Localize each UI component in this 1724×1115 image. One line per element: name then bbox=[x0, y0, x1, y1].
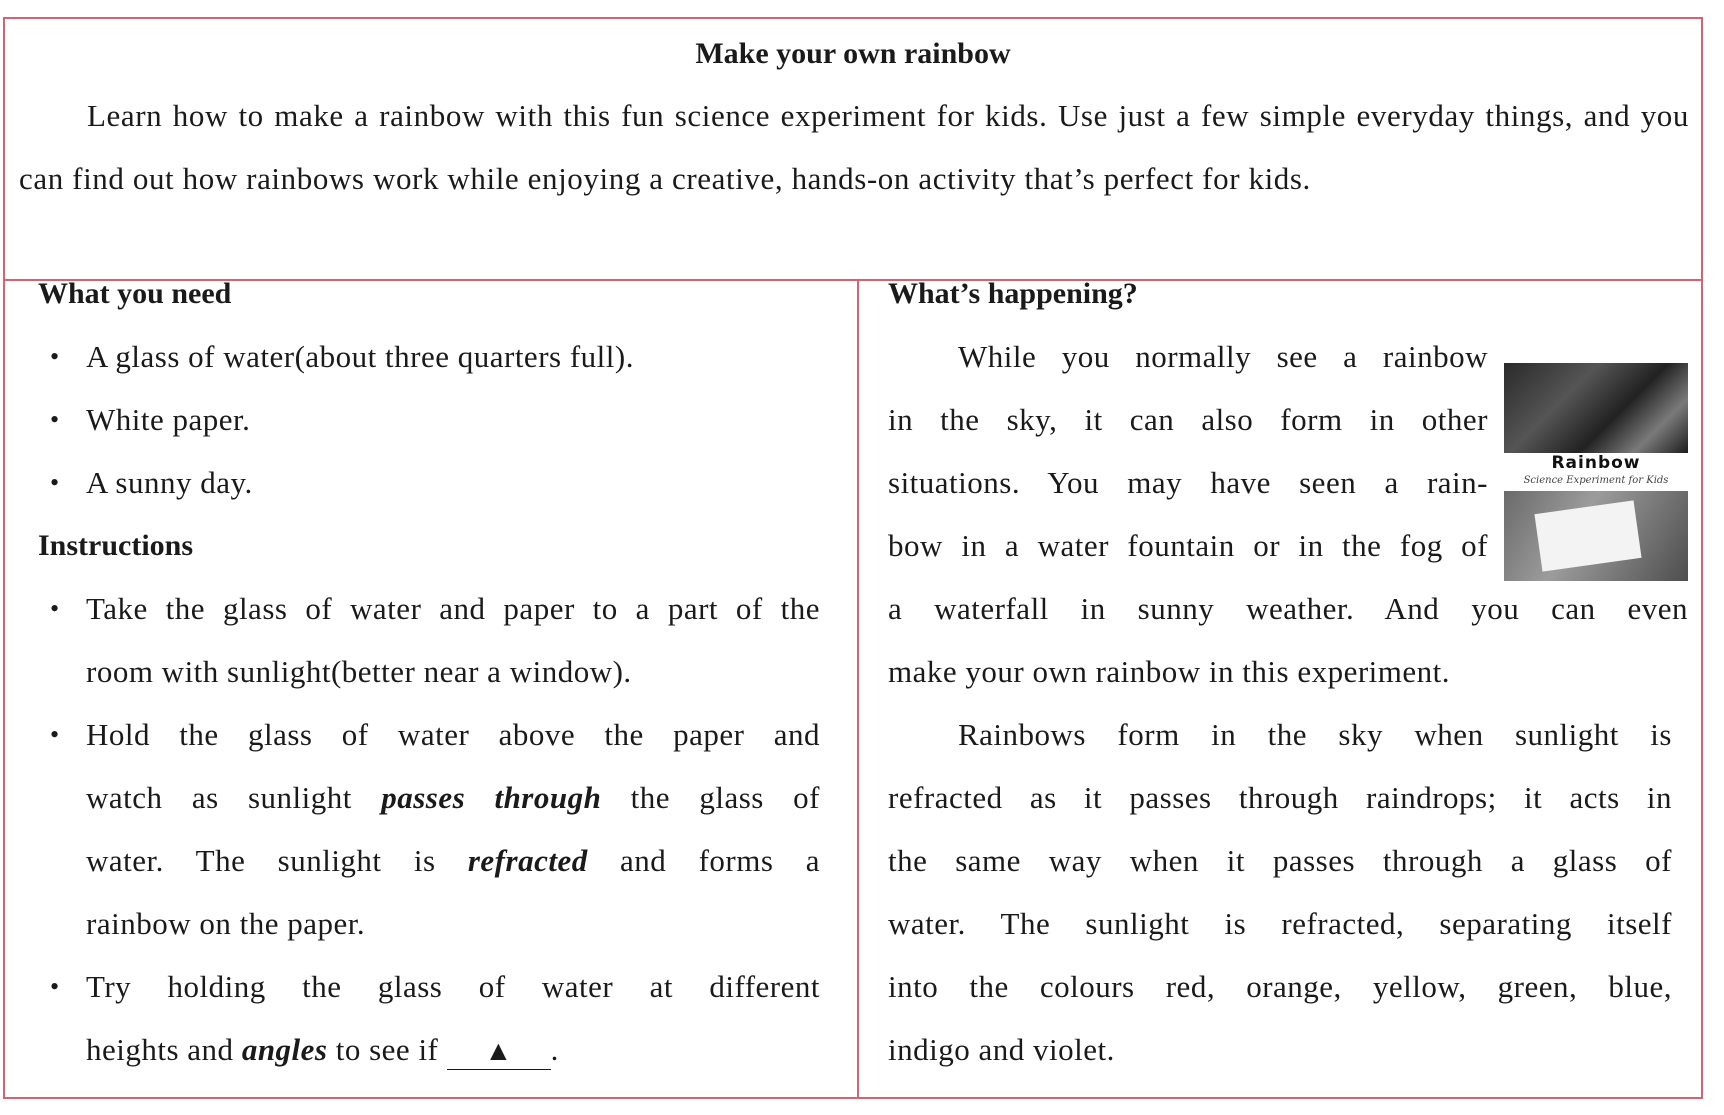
bullet-icon: • bbox=[50, 468, 60, 497]
bullet-icon: • bbox=[50, 405, 60, 434]
intro-paragraph: Learn how to make a rainbow with this fun science experiment for kids. Use just a few simple everyday things, and you can find out how rainbows work while enjoying a creative, hands-on activity that’s perfect for kids. bbox=[19, 98, 1689, 196]
need-item: • A glass of water(about three quarters full). bbox=[38, 325, 820, 388]
intro-section bbox=[5, 19, 1701, 281]
need-heading: What you need bbox=[38, 277, 232, 310]
emphasis-text: passes through bbox=[381, 780, 602, 815]
left-column bbox=[38, 262, 820, 1081]
emphasis-text: refracted bbox=[467, 843, 588, 878]
happening-heading: What’s happening? bbox=[888, 277, 1138, 310]
bullet-icon: • bbox=[50, 594, 60, 623]
need-item: • A sunny day. bbox=[38, 451, 820, 514]
instruction-item: • Take the glass of water and paper to a part of the room with sunlight(better near a window). bbox=[38, 577, 820, 703]
rainbow-experiment-photo bbox=[1504, 363, 1688, 581]
paragraph-1: While you normally see a rainbow in the sky, it can also form in other situations. You may have seen a rain- bow in a water fountain or in the fog of bbox=[888, 339, 1488, 563]
need-item: • White paper. bbox=[38, 388, 820, 451]
article-title: Make your own rainbow bbox=[695, 37, 1011, 70]
paper-card bbox=[1534, 500, 1641, 571]
instruction-item: • Try holding the glass of water at different heights and angles to see if ▲ . bbox=[38, 955, 820, 1081]
paragraph-2: Rainbows form in the sky when sunlight is refracted as it passes through raindrops; it acts in the same way when it passes through a glass of water. The sunlight is refracted, separating itself into the colours red, orange, yellow, green, blue, indigo and violet. bbox=[888, 717, 1672, 1067]
answer-blank[interactable]: ▲ bbox=[447, 1035, 551, 1070]
bullet-icon: • bbox=[50, 342, 60, 371]
instructions-heading: Instructions bbox=[38, 529, 194, 562]
photo-logo-text: Rainbow bbox=[1551, 453, 1641, 473]
emphasis-text: angles bbox=[241, 1032, 328, 1067]
bullet-icon: • bbox=[50, 972, 60, 1001]
instruction-item: • Hold the glass of water above the paper and watch as sunlight passes through the glass of water. The sunlight is refracted and forms a rainbow on the paper. bbox=[38, 703, 820, 955]
photo-subtitle: Science Experiment for Kids bbox=[1523, 475, 1669, 486]
photo-glass-image bbox=[1504, 363, 1688, 453]
column-divider bbox=[857, 281, 859, 1097]
bullet-icon: • bbox=[50, 720, 60, 749]
photo-paper-image bbox=[1504, 491, 1688, 581]
paragraph-1-cont: a waterfall in sunny weather. And you can even make your own rainbow in this experiment. bbox=[888, 591, 1688, 689]
